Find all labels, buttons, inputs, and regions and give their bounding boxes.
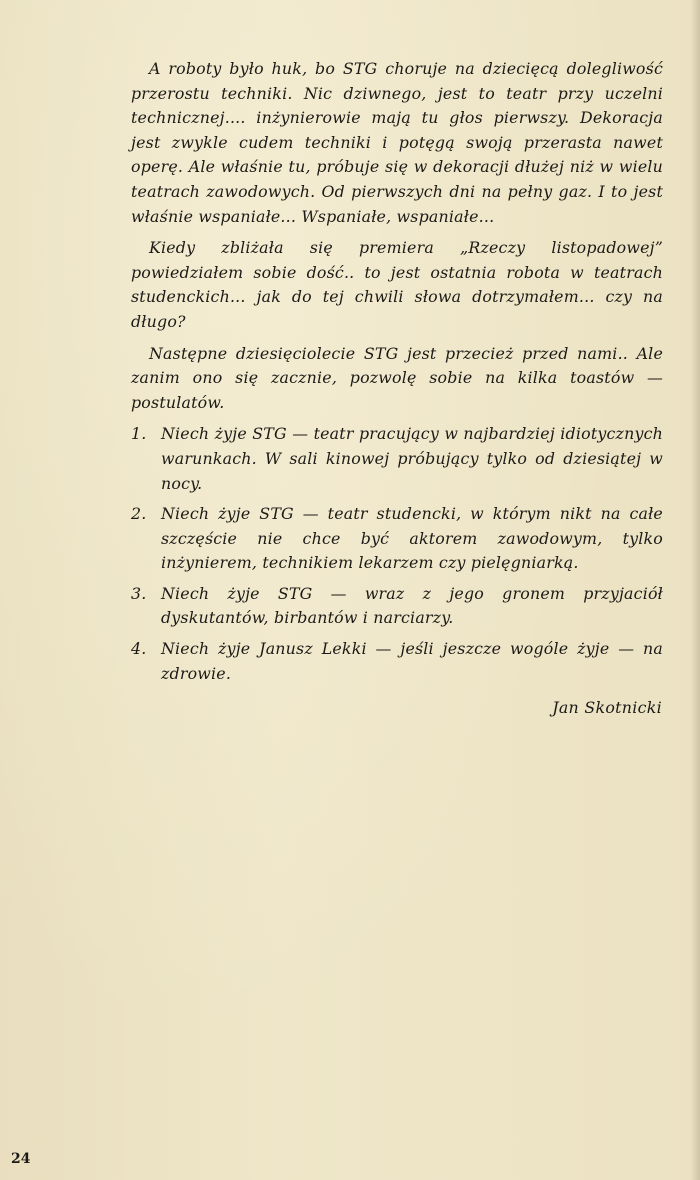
page-number: 24 bbox=[11, 1151, 31, 1167]
page-edge-shadow bbox=[690, 0, 700, 1180]
paragraph-2-text: Kiedy zbliżała się premiera „Rzeczy listopadowej” powiedziałem sobie dość.. to jest ostatnia robota w teatrach studenckich... jak do tej chwili słowa dotrzymałem... czy na długo? bbox=[131, 238, 663, 331]
toast-text: Niech żyje Janusz Lekki — jeśli jeszcze wogóle żyje — na zdrowie. bbox=[161, 639, 663, 683]
paragraph-1-text: A roboty było huk, bo STG choruje na dziecięcą dolegliwość przerostu techniki. Nic dziwnego, jest to teatr przy uczelni technicznej.... inżynierowie mają tu głos pierwszy. Dekoracja jest zwykle cudem techniki i potęgą swoją przerasta nawet operę. Ale właśnie tu, próbuje się w dekoracji dłużej niż w wielu teatrach zawodowych. Od pierwszych dni na pełny gaz. I to jest właśnie wspaniałe... Wspaniałe, wspaniałe... bbox=[131, 59, 663, 226]
author-signature: Jan Skotnicki bbox=[552, 698, 662, 717]
paragraph-3 bbox=[131, 342, 663, 416]
toast-text: Niech żyje STG — teatr pracujący w najbardziej idiotycznych warunkach. W sali kinowej próbujący tylko od dziesiątej w nocy. bbox=[161, 424, 663, 493]
toast-number: 4. bbox=[131, 639, 147, 659]
paragraph-2 bbox=[131, 236, 663, 334]
toast-item bbox=[131, 637, 663, 686]
paragraph-3-text: Następne dziesięciolecie STG jest przecież przed nami.. Ale zanim ono się zacznie, pozwolę sobie na kilka toastów — postulatów. bbox=[131, 343, 663, 412]
article-body bbox=[131, 57, 663, 692]
toast-number: 2. bbox=[131, 504, 147, 524]
toast-text: Niech żyje STG — wraz z jego gronem przyjaciół dyskutantów, birbantów i narciarzy. bbox=[161, 583, 663, 628]
paragraph-1 bbox=[131, 57, 663, 229]
toast-item bbox=[131, 582, 663, 631]
toast-list bbox=[131, 422, 663, 686]
toast-item bbox=[131, 502, 663, 576]
toast-item bbox=[131, 422, 663, 496]
toast-number: 1. bbox=[131, 424, 147, 444]
toast-text: Niech żyje STG — teatr studencki, w którym nikt na całe szczęście nie chce być aktorem zawodowym, tylko inżynierem, technikiem lekarzem czy pielęgniarką. bbox=[161, 504, 663, 573]
toast-number: 3. bbox=[131, 583, 147, 603]
